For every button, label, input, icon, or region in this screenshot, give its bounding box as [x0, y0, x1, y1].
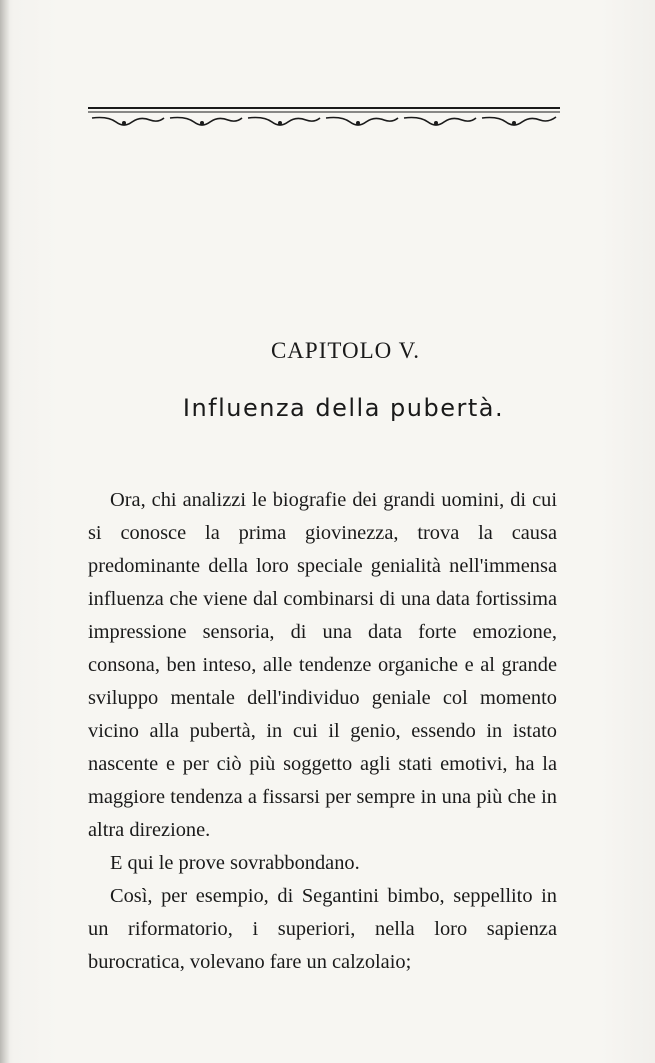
paragraph: Ora, chi analizzi le biografie dei grandi uomini, di cui si conosce la prima giovinezza, trova la causa predominante della loro speciale genialità nell'immensa influenza che viene dal combinarsi di una data fortissima impressione sensoria, di una data forte emozione, consona, ben inteso, alle tendenze organiche e al grande sviluppo mentale dell'individuo geniale col momento vicino alla pubertà, in cui il genio, essendo in istato nascente e per ciò più soggetto agli stati emotivi, ha la maggiore tendenza a fissarsi per sempre in una più che in altra direzione.: [88, 489, 557, 841]
paragraph: E qui le prove sovrabbondano.: [110, 852, 360, 874]
body-text: [88, 484, 557, 979]
chapter-title: CAPITOLO V.: [270, 338, 421, 363]
page-binding-edge: [0, 0, 10, 1063]
paragraph: Così, per esempio, di Segantini bimbo, seppellito in un riformatorio, i superiori, nella loro sapienza burocratica, volevano fare un calzolaio;: [88, 885, 557, 973]
decorative-header-ornament: [88, 104, 560, 134]
chapter-subtitle: Influenza della pubertà.: [182, 394, 505, 422]
